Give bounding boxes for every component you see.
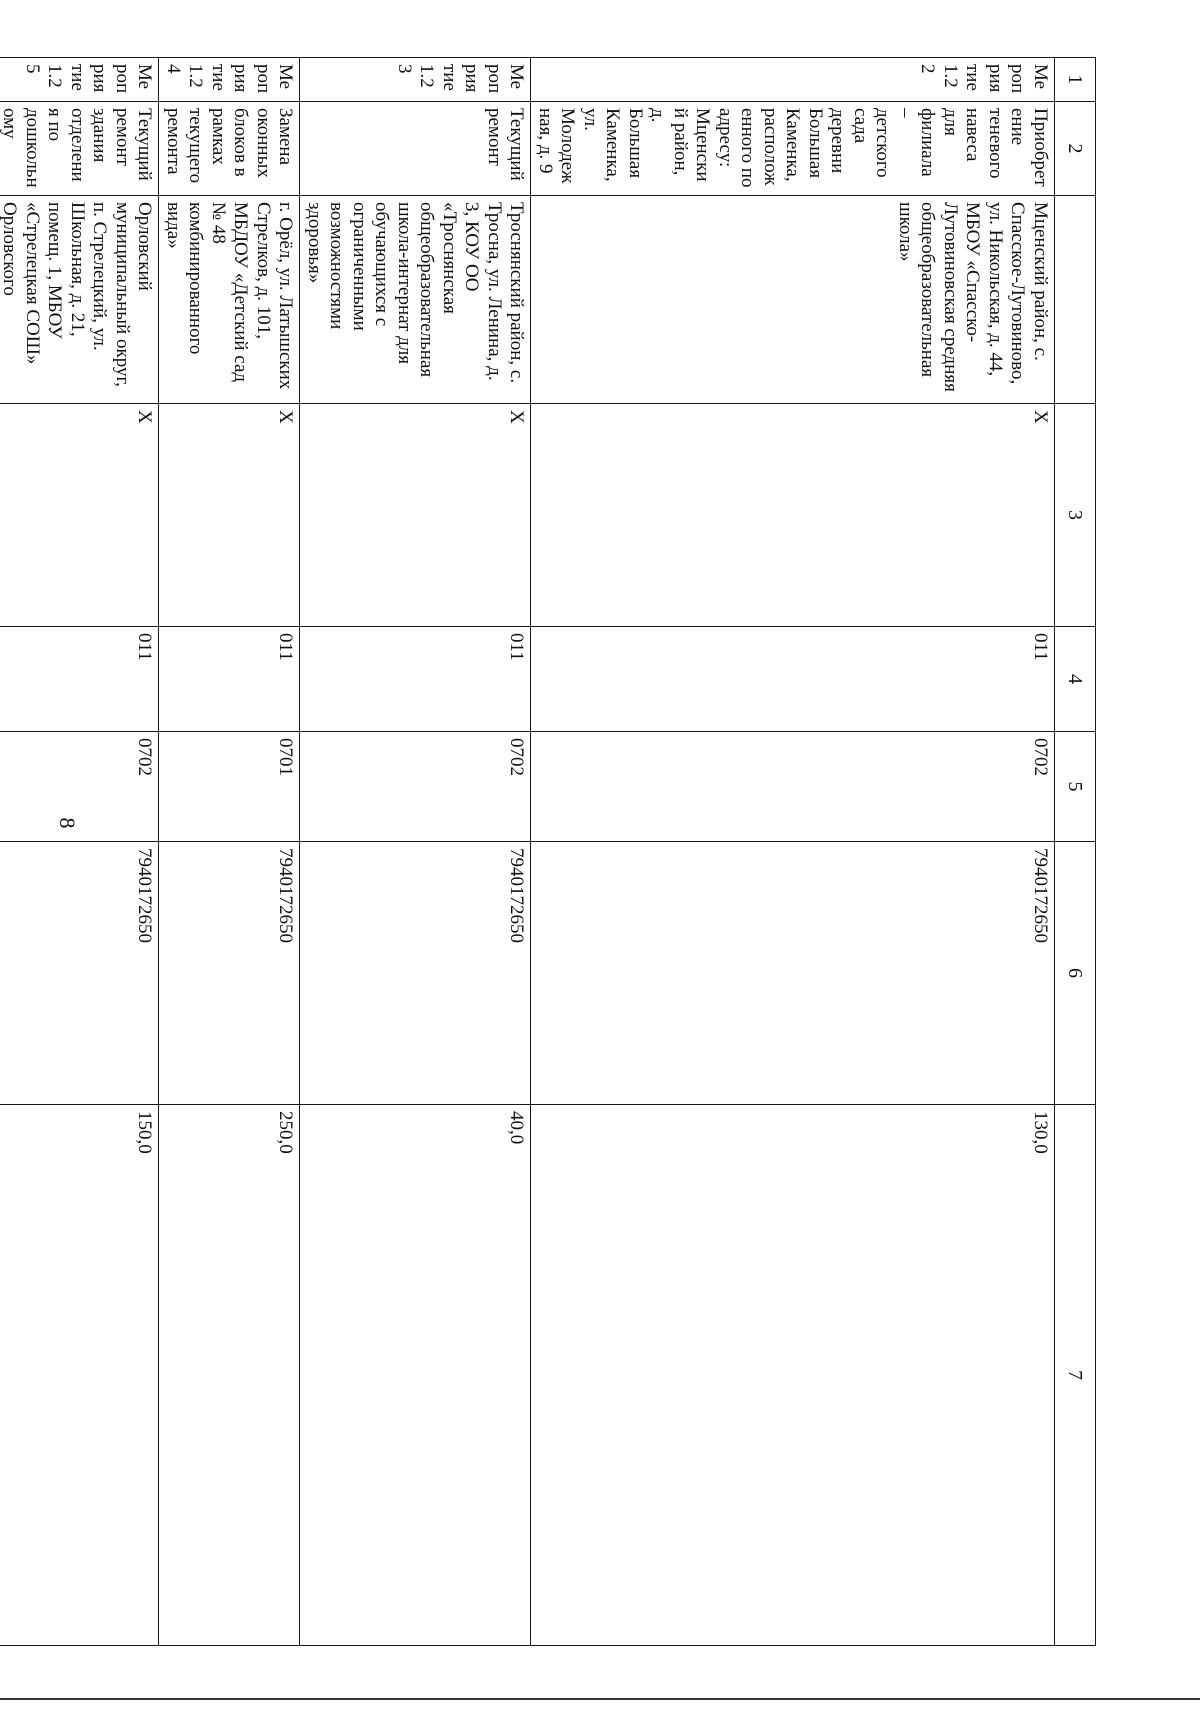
col5-cell: 0702 <box>0 732 159 842</box>
activity-id: Мероприятие 1.23 <box>300 58 531 102</box>
header-cell-2b <box>1055 196 1096 404</box>
activity-id: Мероприятие 1.25 <box>0 58 159 102</box>
table-row <box>159 58 300 1646</box>
scan-edge-line <box>0 1698 1200 1700</box>
activity-object: Мценский район, с. Спасское-Лутовиново, ул. Никольская, д. 44, МБОУ «Спасско-Лутовиновская средняя общеобразовательная школа» <box>531 196 1055 404</box>
activity-id: Мероприятие 1.22 <box>531 58 1055 102</box>
col5-cell: 0701 <box>159 732 300 842</box>
col6-cell: 7940172650 <box>0 842 159 1105</box>
col3-cell: Х <box>159 404 300 627</box>
col3-cell: Х <box>0 404 159 627</box>
header-cell-2: 2 <box>1055 102 1096 196</box>
col6-cell: 7940172650 <box>300 842 531 1105</box>
header-cell-5: 5 <box>1055 732 1096 842</box>
header-cell-7: 7 <box>1055 1105 1096 1646</box>
col5-cell: 0702 <box>300 732 531 842</box>
document-table-region <box>0 57 1096 1645</box>
activity-id: Мероприятие 1.24 <box>159 58 300 102</box>
table-row <box>300 58 531 1646</box>
col5-cell: 0702 <box>531 732 1055 842</box>
col7-cell: 250,0 <box>159 1105 300 1646</box>
table-header-row <box>1055 58 1096 1646</box>
activity-object: г. Орёл, ул. Латышских Стрелков, д. 101, МБДОУ «Детский сад № 48 комбинированного вида» <box>159 196 300 404</box>
table-row <box>531 58 1055 1646</box>
col7-cell: 40,0 <box>300 1105 531 1646</box>
col3-cell: Х <box>300 404 531 627</box>
col3-cell: Х <box>531 404 1055 627</box>
table-row <box>0 58 159 1646</box>
activity-object: Орловский муниципальный округ, п. Стрелецкий, ул. Школьная, д. 21, помещ. 1, МБОУ «Стрелецкая СОШ» Орловского <box>0 196 159 404</box>
header-cell-3: 3 <box>1055 404 1096 627</box>
col4-cell: 011 <box>531 627 1055 732</box>
header-cell-4: 4 <box>1055 627 1096 732</box>
col6-cell: 7940172650 <box>531 842 1055 1105</box>
activity-name: Замена оконных блоков в рамках текущего ремонта <box>159 102 300 196</box>
header-cell-1: 1 <box>1055 58 1096 102</box>
activity-name: Приобретение теневого навеса для филиала – детского сада деревни Большая Каменка, расположенного по адресу: Мценский район, д. Большая Каменка, ул. Молодежная, д. 9 <box>531 102 1055 196</box>
activity-name: Текущий ремонт <box>300 102 531 196</box>
col4-cell: 011 <box>0 627 159 732</box>
funding-table <box>0 57 1096 1646</box>
header-cell-6: 6 <box>1055 842 1096 1105</box>
col4-cell: 011 <box>159 627 300 732</box>
activity-object: Троснянский район, с. Тросна, ул. Ленина, д. 3, КОУ ОО «Троснянская общеобразовательная школа-интернат для обучающихся с ограниченными возможностями здоровья» <box>300 196 531 404</box>
col7-cell: 130,0 <box>531 1105 1055 1646</box>
col6-cell: 7940172650 <box>159 842 300 1105</box>
page-number: 8 <box>55 817 80 829</box>
activity-name: Текущий ремонт здания отделения по дошкольному <box>0 102 159 196</box>
col4-cell: 011 <box>300 627 531 732</box>
col7-cell: 150,0 <box>0 1105 159 1646</box>
